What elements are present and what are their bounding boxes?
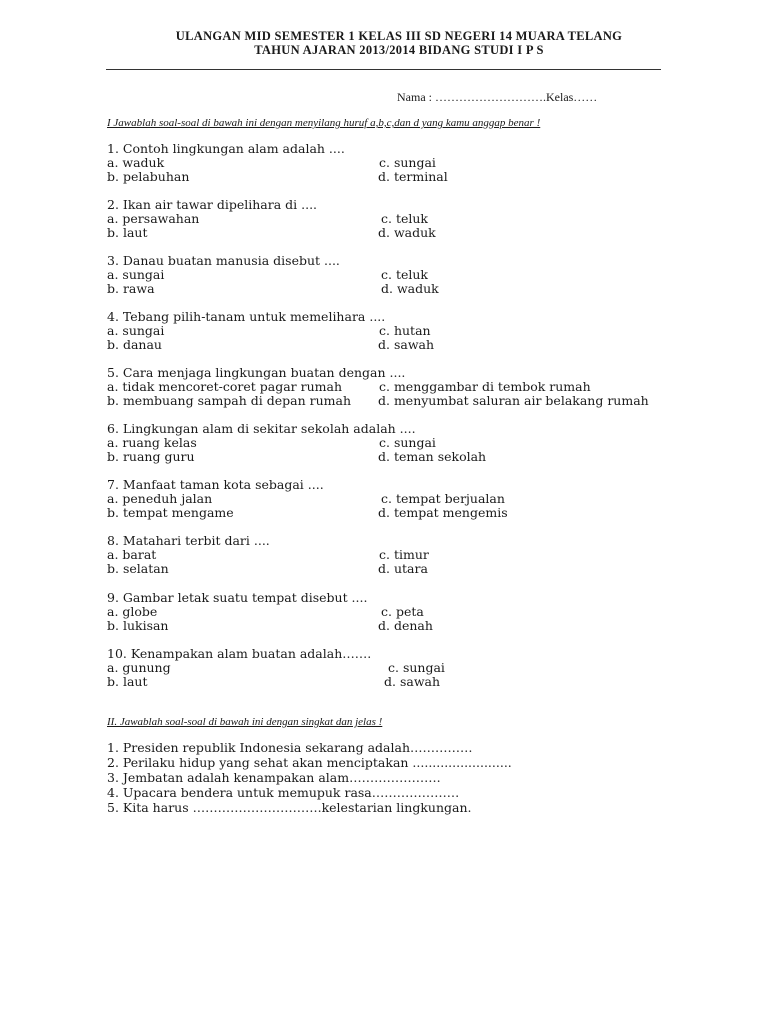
option-d: d. sawah — [378, 337, 435, 352]
option-c: c. sungai — [379, 435, 436, 450]
question-stem: 3. Danau buatan manusia disebut .... — [107, 253, 340, 268]
option-c: c. timur — [379, 547, 429, 562]
option-d: d. denah — [378, 618, 433, 633]
question-item — [107, 534, 667, 576]
option-c: c. teluk — [381, 267, 428, 282]
question-item — [107, 142, 667, 184]
option-row — [107, 619, 667, 633]
option-c: c. sungai — [379, 155, 436, 170]
option-b: b. pelabuhan — [107, 169, 190, 184]
essay-item: 3. Jembatan adalah kenampakan alam…………………. — [107, 770, 441, 785]
option-row — [107, 605, 667, 619]
essay-item: 4. Upacara bendera untuk memupuk rasa………………… — [107, 785, 460, 800]
question-item — [107, 310, 667, 352]
student-name-field: Nama : ……………………….Kelas…… — [397, 90, 598, 104]
question-stem: 10. Kenampakan alam buatan adalah……. — [107, 646, 372, 661]
option-c: c. peta — [381, 604, 424, 619]
question-stem: 6. Lingkungan alam di sekitar sekolah adalah .... — [107, 421, 416, 436]
option-row — [107, 506, 667, 520]
option-b: b. selatan — [107, 561, 169, 576]
option-row — [107, 661, 667, 675]
option-b: b. laut — [107, 674, 148, 689]
option-b: b. membuang sampah di depan rumah — [107, 393, 352, 408]
option-c: c. menggambar di tembok rumah — [379, 379, 591, 394]
question-stem: 8. Matahari terbit dari .... — [107, 533, 270, 548]
option-a: a. peneduh jalan — [107, 491, 213, 506]
option-a: a. waduk — [107, 155, 165, 170]
question-item — [107, 647, 667, 689]
exam-title: ULANGAN MID SEMESTER 1 KELAS III SD NEGERI 14 MUARA TELANG — [175, 29, 623, 43]
option-row — [107, 548, 667, 562]
option-d: d. teman sekolah — [378, 449, 487, 464]
option-row — [107, 436, 667, 450]
option-row — [107, 282, 667, 296]
option-d: d. terminal — [378, 169, 448, 184]
section1-instruction: I Jawablah soal-soal di bawah ini dengan menyilang huruf a,b,c,dan d yang kamu anggap benar ! — [107, 117, 541, 129]
option-b: b. lukisan — [107, 618, 169, 633]
option-row — [107, 380, 667, 394]
option-row — [107, 450, 667, 464]
question-item — [107, 478, 667, 520]
option-d: d. sawah — [384, 674, 441, 689]
question-stem: 1. Contoh lingkungan alam adalah .... — [107, 141, 345, 156]
exam-subtitle: TAHUN AJARAN 2013/2014 BIDANG STUDI I P S — [254, 43, 544, 57]
essay-item: 2. Perilaku hidup yang sehat akan menciptakan ......................... — [107, 755, 512, 770]
option-b: b. laut — [107, 225, 148, 240]
option-d: d. utara — [378, 561, 428, 576]
essay-item: 5. Kita harus ………………………….kelestarian lingkungan. — [107, 800, 472, 815]
option-a: a. barat — [107, 547, 157, 562]
option-row — [107, 212, 667, 226]
option-row — [107, 226, 667, 240]
question-item — [107, 591, 667, 633]
option-a: a. sungai — [107, 323, 165, 338]
essay-list — [107, 740, 512, 815]
option-c: c. teluk — [381, 211, 428, 226]
option-b: b. tempat mengame — [107, 505, 234, 520]
option-c: c. hutan — [379, 323, 431, 338]
option-a: a. ruang kelas — [107, 435, 197, 450]
question-stem: 7. Manfaat taman kota sebagai .... — [107, 477, 324, 492]
section2-instruction: II. Jawablah soal-soal di bawah ini dengan singkat dan jelas ! — [107, 716, 383, 728]
question-item — [107, 254, 667, 296]
option-c: c. sungai — [388, 660, 445, 675]
question-item — [107, 366, 667, 408]
option-row — [107, 675, 667, 689]
essay-item: 1. Presiden republik Indonesia sekarang adalah…………… — [107, 740, 473, 755]
header-divider — [106, 69, 661, 70]
question-stem: 4. Tebang pilih-tanam untuk memelihara .... — [107, 309, 386, 324]
question-stem: 9. Gambar letak suatu tempat disebut .... — [107, 590, 368, 605]
option-row — [107, 170, 667, 184]
option-d: d. menyumbat saluran air belakang rumah — [378, 393, 649, 408]
option-a: a. tidak mencoret-coret pagar rumah — [107, 379, 343, 394]
question-item — [107, 422, 667, 464]
option-a: a. globe — [107, 604, 158, 619]
option-b: b. rawa — [107, 281, 155, 296]
option-row — [107, 268, 667, 282]
option-row — [107, 394, 667, 408]
question-item — [107, 198, 667, 240]
option-row — [107, 338, 667, 352]
question-stem: 5. Cara menjaga lingkungan buatan dengan .... — [107, 365, 406, 380]
option-b: b. danau — [107, 337, 162, 352]
option-b: b. ruang guru — [107, 449, 195, 464]
option-row — [107, 562, 667, 576]
option-row — [107, 156, 667, 170]
option-c: c. tempat berjualan — [381, 491, 505, 506]
option-a: a. persawahan — [107, 211, 200, 226]
option-row — [107, 492, 667, 506]
option-a: a. sungai — [107, 267, 165, 282]
question-stem: 2. Ikan air tawar dipelihara di .... — [107, 197, 318, 212]
option-a: a. gunung — [107, 660, 171, 675]
option-d: d. waduk — [378, 225, 436, 240]
option-d: d. tempat mengemis — [378, 505, 508, 520]
option-d: d. waduk — [381, 281, 439, 296]
option-row — [107, 324, 667, 338]
